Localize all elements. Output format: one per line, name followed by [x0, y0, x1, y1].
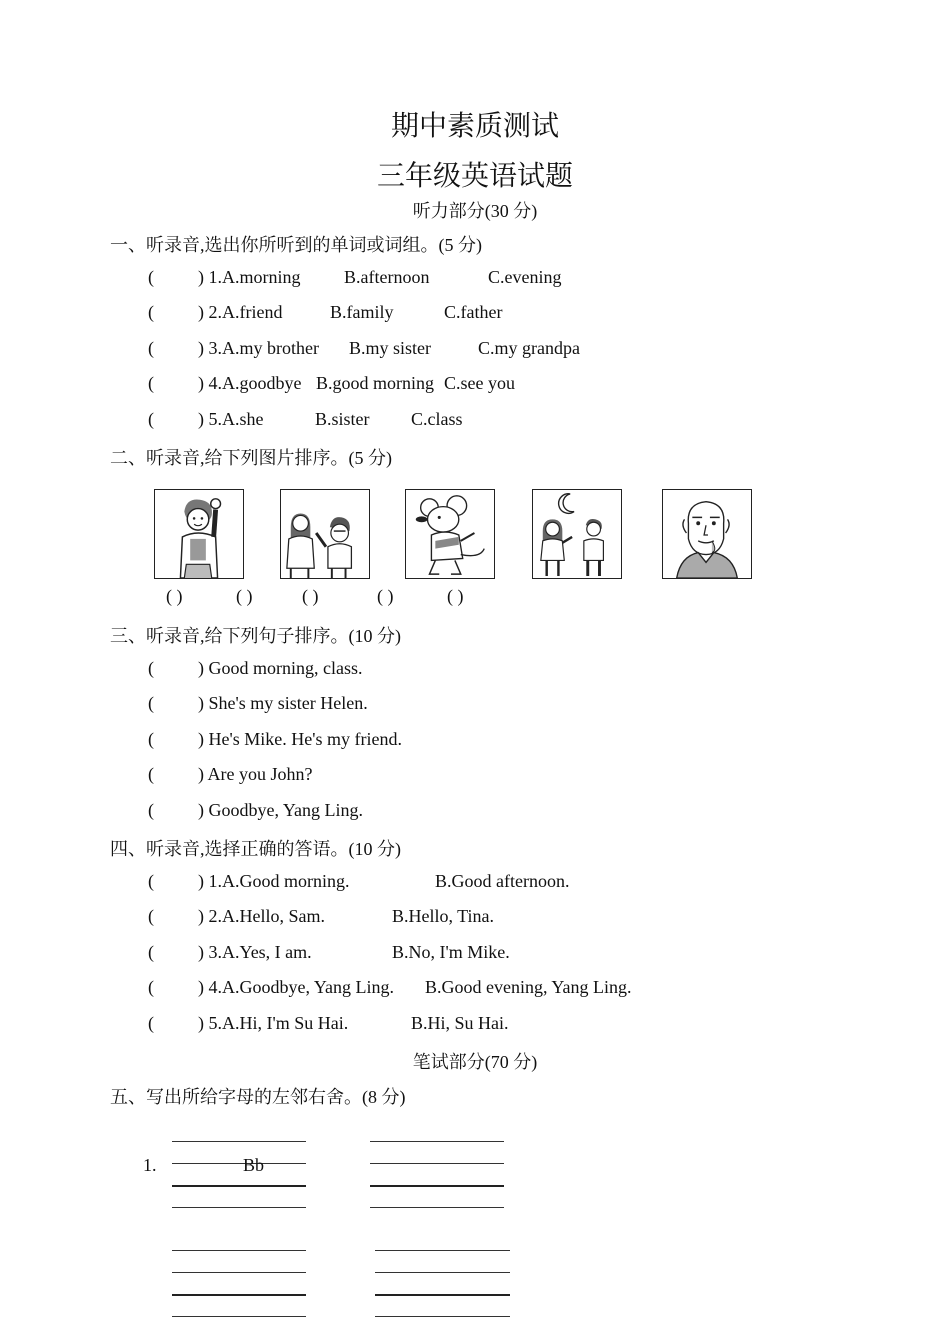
- answer-bracket[interactable]: (: [148, 302, 154, 322]
- sentence-text: ) Goodbye, Yang Ling.: [198, 800, 363, 820]
- picture-boy-waving: [154, 489, 244, 579]
- picture-answer-bracket-1[interactable]: ( ): [166, 586, 183, 606]
- option-b: B.Good afternoon.: [435, 871, 570, 891]
- sentence-text: ) She's my sister Helen.: [198, 693, 368, 713]
- option-a: ) 4.A.goodbye: [198, 373, 302, 393]
- answer-bracket[interactable]: (: [148, 693, 154, 713]
- option-a: ) 3.A.Yes, I am.: [198, 942, 312, 962]
- option-a: ) 5.A.she: [198, 409, 264, 429]
- answer-bracket[interactable]: (: [148, 800, 154, 820]
- option-b: B.No, I'm Mike.: [392, 942, 510, 962]
- option-b: B.sister: [315, 409, 370, 429]
- night-greeting-illustration: [533, 490, 621, 578]
- answer-bracket[interactable]: (: [148, 871, 154, 891]
- picture-children-under-moon: [532, 489, 622, 579]
- exam-title: 期中素质测试: [390, 111, 559, 142]
- option-a: ) 2.A.Hello, Sam.: [198, 906, 325, 926]
- writing-part-label: 笔试部分(70 分): [412, 1052, 538, 1072]
- option-c: C.see you: [444, 373, 515, 393]
- answer-bracket[interactable]: (: [148, 1013, 154, 1033]
- boy-waving-illustration: [155, 490, 243, 578]
- answer-bracket[interactable]: (: [148, 409, 154, 429]
- option-b: B.my sister: [349, 338, 432, 358]
- listening-part-label: 听力部分(30 分): [412, 201, 538, 221]
- option-b: B.family: [330, 302, 394, 322]
- section5-heading: 五、写出所给字母的左邻右舍。(8 分): [110, 1087, 406, 1107]
- picture-answer-bracket-2[interactable]: ( ): [236, 586, 253, 606]
- answer-bracket[interactable]: (: [148, 658, 154, 678]
- option-a: ) 2.A.friend: [198, 302, 283, 322]
- picture-cartoon-mouse: [405, 489, 495, 579]
- option-c: C.my grandpa: [478, 338, 580, 358]
- option-b: B.Hello, Tina.: [392, 906, 495, 926]
- answer-bracket[interactable]: (: [148, 977, 154, 997]
- option-b: B.Good evening, Yang Ling.: [425, 977, 632, 997]
- given-letter-bb: Bb: [243, 1155, 265, 1175]
- greeting-illustration: [281, 490, 369, 578]
- option-a: ) 1.A.Good morning.: [198, 871, 350, 891]
- answer-bracket[interactable]: (: [148, 942, 154, 962]
- section1-heading: 一、听录音,选出你所听到的单词或词组。(5 分): [110, 235, 482, 255]
- option-a: ) 3.A.my brother: [198, 338, 319, 358]
- answer-bracket[interactable]: (: [148, 267, 154, 287]
- item1-number: 1.: [143, 1155, 157, 1175]
- sentence-text: ) Good morning, class.: [198, 658, 363, 678]
- picture-girl-and-boy-greeting: [280, 489, 370, 579]
- answer-bracket[interactable]: (: [148, 764, 154, 784]
- exam-subtitle: 三年级英语试题: [376, 161, 573, 192]
- option-c: C.father: [444, 302, 503, 322]
- option-a: ) 4.A.Goodbye, Yang Ling.: [198, 977, 394, 997]
- answer-bracket[interactable]: (: [148, 729, 154, 749]
- answer-bracket[interactable]: (: [148, 373, 154, 393]
- section2-heading: 二、听录音,给下列图片排序。(5 分): [110, 448, 392, 468]
- picture-grandpa: [662, 489, 752, 579]
- option-c: C.evening: [488, 267, 562, 287]
- answer-bracket[interactable]: (: [148, 906, 154, 926]
- sentence-text: ) He's Mike. He's my friend.: [198, 729, 402, 749]
- grandpa-illustration: [663, 490, 751, 578]
- option-c: C.class: [411, 409, 463, 429]
- picture-answer-bracket-3[interactable]: ( ): [302, 586, 319, 606]
- option-b: B.afternoon: [344, 267, 430, 287]
- mouse-illustration: [406, 490, 494, 578]
- picture-answer-bracket-5[interactable]: ( ): [447, 586, 464, 606]
- answer-bracket[interactable]: (: [148, 338, 154, 358]
- picture-answer-bracket-4[interactable]: ( ): [377, 586, 394, 606]
- sentence-text: ) Are you John?: [198, 764, 313, 784]
- option-a: ) 5.A.Hi, I'm Su Hai.: [198, 1013, 349, 1033]
- section4-heading: 四、听录音,选择正确的答语。(10 分): [110, 839, 401, 859]
- option-b: B.Hi, Su Hai.: [411, 1013, 509, 1033]
- section3-heading: 三、听录音,给下列句子排序。(10 分): [110, 626, 401, 646]
- option-a: ) 1.A.morning: [198, 267, 301, 287]
- option-b: B.good morning: [316, 373, 435, 393]
